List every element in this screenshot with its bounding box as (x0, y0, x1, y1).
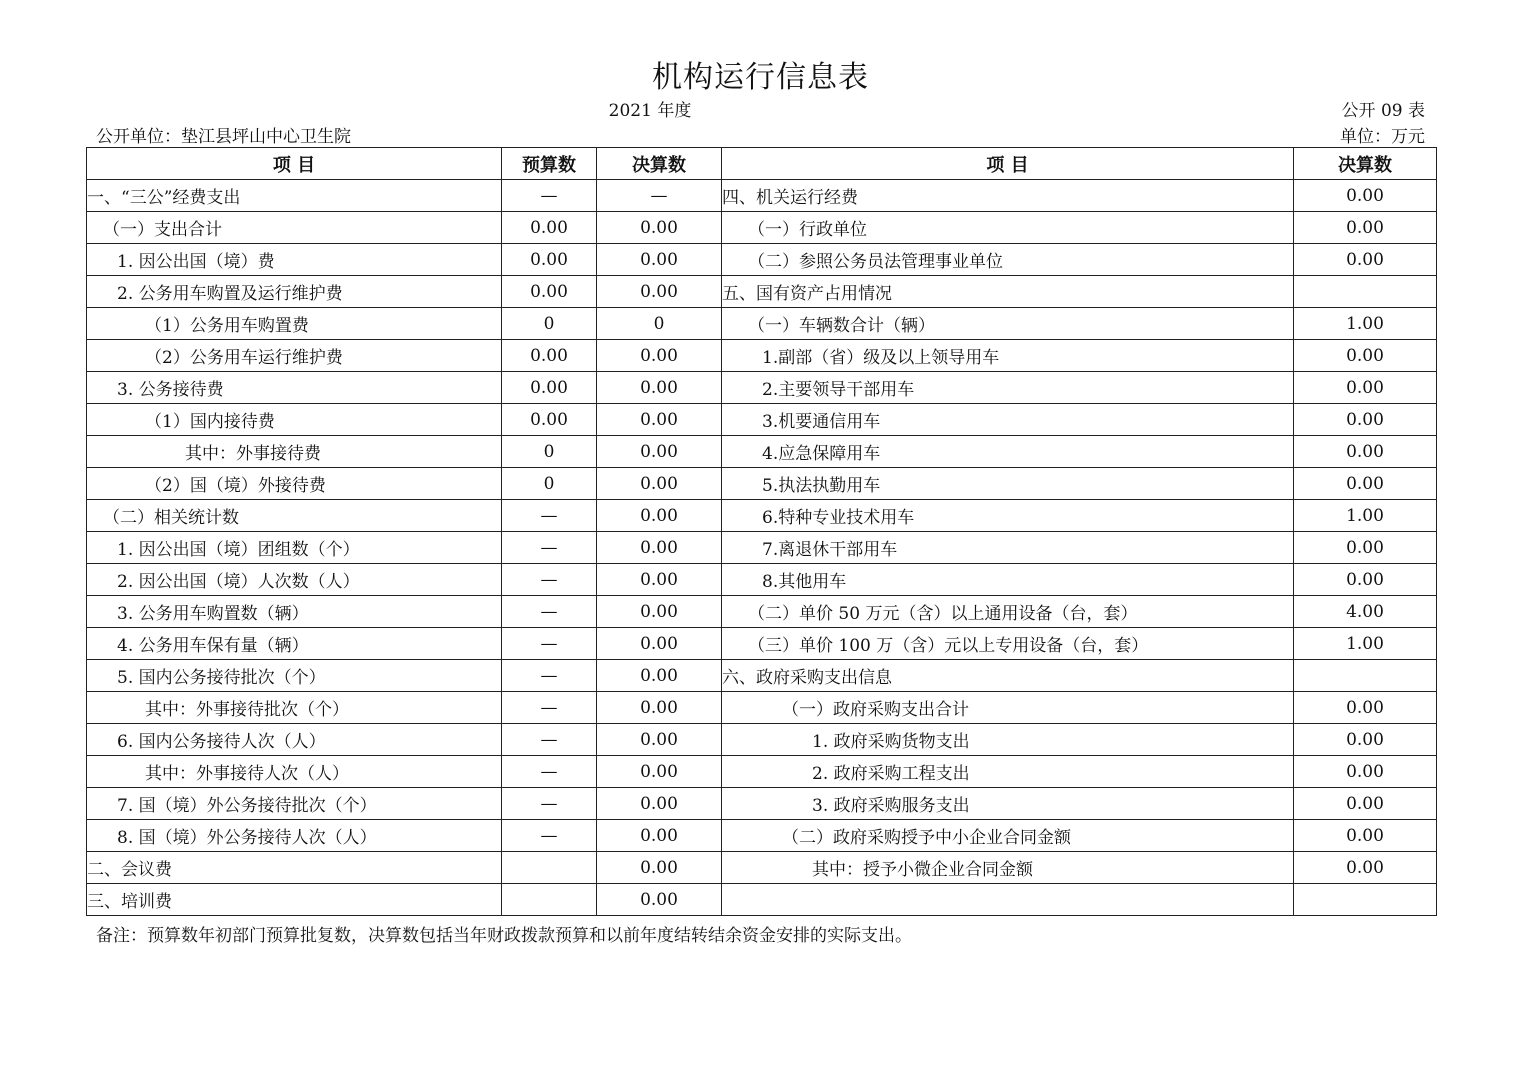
col-header-final-left: 决算数 (597, 148, 722, 180)
table-row (87, 468, 1437, 500)
row-budget: — (502, 596, 597, 628)
row-item-right: 3. 政府采购服务支出 (722, 788, 1294, 820)
row-final-left: 0.00 (597, 532, 722, 564)
row-final-right: 1.00 (1294, 628, 1437, 660)
row-budget: — (502, 788, 597, 820)
row-final-right: 0.00 (1294, 564, 1437, 596)
row-item-left: 三、培训费 (87, 884, 502, 916)
row-item-left: 8. 国（境）外公务接待人次（人） (87, 820, 502, 852)
row-item-right: 四、机关运行经费 (722, 180, 1294, 212)
table-row (87, 500, 1437, 532)
row-budget: 0 (502, 468, 597, 500)
row-item-left: 5. 国内公务接待批次（个） (87, 660, 502, 692)
table-number: 公开 09 表 (1341, 101, 1425, 121)
row-item-right: 2. 政府采购工程支出 (722, 756, 1294, 788)
row-final-left: 0.00 (597, 628, 722, 660)
row-item-right: 4.应急保障用车 (722, 436, 1294, 468)
row-final-left: 0.00 (597, 820, 722, 852)
row-item-right: 2.主要领导干部用车 (722, 372, 1294, 404)
row-budget: 0.00 (502, 212, 597, 244)
row-final-right (1294, 884, 1437, 916)
row-budget: 0 (502, 308, 597, 340)
table-row (87, 436, 1437, 468)
col-header-budget: 预算数 (502, 148, 597, 180)
table-row (87, 692, 1437, 724)
row-budget: — (502, 564, 597, 596)
row-item-right: （一）行政单位 (722, 212, 1294, 244)
row-final-right: 1.00 (1294, 500, 1437, 532)
table-row (87, 788, 1437, 820)
row-final-left: 0.00 (597, 340, 722, 372)
row-final-left: 0.00 (597, 468, 722, 500)
row-budget (502, 852, 597, 884)
row-item-right: 8.其他用车 (722, 564, 1294, 596)
row-final-left: 0.00 (597, 788, 722, 820)
row-budget: — (502, 628, 597, 660)
row-final-right: 0.00 (1294, 532, 1437, 564)
row-item-right: 3.机要通信用车 (722, 404, 1294, 436)
row-item-left: （2）公务用车运行维护费 (87, 340, 502, 372)
row-final-left: 0.00 (597, 500, 722, 532)
table-row (87, 244, 1437, 276)
table-row (87, 756, 1437, 788)
row-item-right: 六、政府采购支出信息 (722, 660, 1294, 692)
row-final-right: 0.00 (1294, 692, 1437, 724)
row-item-left: （二）相关统计数 (87, 500, 502, 532)
row-item-right: （二）政府采购授予中小企业合同金额 (722, 820, 1294, 852)
table-row (87, 660, 1437, 692)
row-item-left: （1）国内接待费 (87, 404, 502, 436)
row-final-left: 0.00 (597, 660, 722, 692)
row-item-right: 6.特种专业技术用车 (722, 500, 1294, 532)
row-final-left: 0.00 (597, 564, 722, 596)
table-row (87, 564, 1437, 596)
row-item-left: 3. 公务用车购置数（辆） (87, 596, 502, 628)
table-row (87, 532, 1437, 564)
table-row (87, 596, 1437, 628)
publishing-unit: 公开单位：垫江县坪山中心卫生院 (96, 127, 351, 147)
row-item-left: 其中：外事接待人次（人） (87, 756, 502, 788)
table-row (87, 884, 1437, 916)
row-final-right: 0.00 (1294, 340, 1437, 372)
table-row (87, 180, 1437, 212)
row-final-left: 0.00 (597, 756, 722, 788)
row-item-right: 其中：授予小微企业合同金额 (722, 852, 1294, 884)
row-item-left: （一）支出合计 (87, 212, 502, 244)
row-item-left: 2. 公务用车购置及运行维护费 (87, 276, 502, 308)
footnote: 备注：预算数年初部门预算批复数，决算数包括当年财政拨款预算和以前年度结转结余资金安排的实际支出。 (96, 926, 912, 946)
row-final-left: 0 (597, 308, 722, 340)
table-row (87, 372, 1437, 404)
row-final-left: 0.00 (597, 692, 722, 724)
row-budget: — (502, 180, 597, 212)
col-header-item-right: 项 目 (722, 148, 1294, 180)
row-final-left: — (597, 180, 722, 212)
row-item-left: 4. 公务用车保有量（辆） (87, 628, 502, 660)
row-final-left: 0.00 (597, 372, 722, 404)
row-final-left: 0.00 (597, 884, 722, 916)
row-final-left: 0.00 (597, 436, 722, 468)
row-final-right: 0.00 (1294, 212, 1437, 244)
row-final-right: 0.00 (1294, 436, 1437, 468)
row-item-right: （三）单价 100 万（含）元以上专用设备（台，套） (722, 628, 1294, 660)
row-budget: — (502, 532, 597, 564)
row-item-left: 其中：外事接待批次（个） (87, 692, 502, 724)
page-title: 机构运行信息表 (652, 60, 869, 95)
row-item-right: （一）车辆数合计（辆） (722, 308, 1294, 340)
row-final-right (1294, 276, 1437, 308)
row-item-left: 二、会议费 (87, 852, 502, 884)
row-final-left: 0.00 (597, 724, 722, 756)
row-item-left: 3. 公务接待费 (87, 372, 502, 404)
row-final-right: 0.00 (1294, 244, 1437, 276)
row-final-right: 0.00 (1294, 404, 1437, 436)
row-final-right: 0.00 (1294, 724, 1437, 756)
row-final-left: 0.00 (597, 244, 722, 276)
row-final-right: 4.00 (1294, 596, 1437, 628)
row-final-left: 0.00 (597, 852, 722, 884)
row-item-left: （2）国（境）外接待费 (87, 468, 502, 500)
info-table (86, 147, 1437, 916)
row-final-left: 0.00 (597, 276, 722, 308)
row-item-right: （一）政府采购支出合计 (722, 692, 1294, 724)
col-header-item-left: 项 目 (87, 148, 502, 180)
row-item-left: 6. 国内公务接待人次（人） (87, 724, 502, 756)
table-row (87, 404, 1437, 436)
row-item-right: 五、国有资产占用情况 (722, 276, 1294, 308)
row-item-right: （二）参照公务员法管理事业单位 (722, 244, 1294, 276)
row-final-right (1294, 660, 1437, 692)
row-final-left: 0.00 (597, 596, 722, 628)
row-item-left: 1. 因公出国（境）费 (87, 244, 502, 276)
row-item-right: 7.离退休干部用车 (722, 532, 1294, 564)
row-item-right: 5.执法执勤用车 (722, 468, 1294, 500)
table-row (87, 340, 1437, 372)
row-item-left: 2. 因公出国（境）人次数（人） (87, 564, 502, 596)
row-budget: — (502, 660, 597, 692)
row-item-left: 其中：外事接待费 (87, 436, 502, 468)
table-row (87, 212, 1437, 244)
row-final-left: 0.00 (597, 212, 722, 244)
currency-unit: 单位：万元 (1340, 127, 1425, 147)
row-budget: — (502, 692, 597, 724)
row-budget: 0.00 (502, 276, 597, 308)
row-item-left: 1. 因公出国（境）团组数（个） (87, 532, 502, 564)
row-budget: 0 (502, 436, 597, 468)
row-budget: 0.00 (502, 404, 597, 436)
row-budget: 0.00 (502, 244, 597, 276)
row-item-left: 一、“三公”经费支出 (87, 180, 502, 212)
row-budget (502, 884, 597, 916)
row-budget: — (502, 756, 597, 788)
table-row (87, 852, 1437, 884)
row-budget: 0.00 (502, 340, 597, 372)
row-budget: — (502, 820, 597, 852)
row-budget: 0.00 (502, 372, 597, 404)
report-year: 2021 年度 (608, 101, 692, 121)
table-row (87, 308, 1437, 340)
row-item-left: 7. 国（境）外公务接待批次（个） (87, 788, 502, 820)
row-final-right: 0.00 (1294, 468, 1437, 500)
row-item-right (722, 884, 1294, 916)
row-final-right: 0.00 (1294, 180, 1437, 212)
row-item-right: 1. 政府采购货物支出 (722, 724, 1294, 756)
row-final-right: 0.00 (1294, 372, 1437, 404)
row-item-right: （二）单价 50 万元（含）以上通用设备（台，套） (722, 596, 1294, 628)
col-header-final-right: 决算数 (1294, 148, 1437, 180)
row-budget: — (502, 724, 597, 756)
table-row (87, 276, 1437, 308)
row-final-right: 0.00 (1294, 756, 1437, 788)
row-item-right: 1.副部（省）级及以上领导用车 (722, 340, 1294, 372)
row-final-right: 1.00 (1294, 308, 1437, 340)
row-item-left: （1）公务用车购置费 (87, 308, 502, 340)
row-final-right: 0.00 (1294, 788, 1437, 820)
table-row (87, 724, 1437, 756)
row-final-left: 0.00 (597, 404, 722, 436)
row-final-right: 0.00 (1294, 820, 1437, 852)
row-final-right: 0.00 (1294, 852, 1437, 884)
table-row (87, 820, 1437, 852)
table-header-row (87, 148, 1437, 180)
row-budget: — (502, 500, 597, 532)
table-row (87, 628, 1437, 660)
